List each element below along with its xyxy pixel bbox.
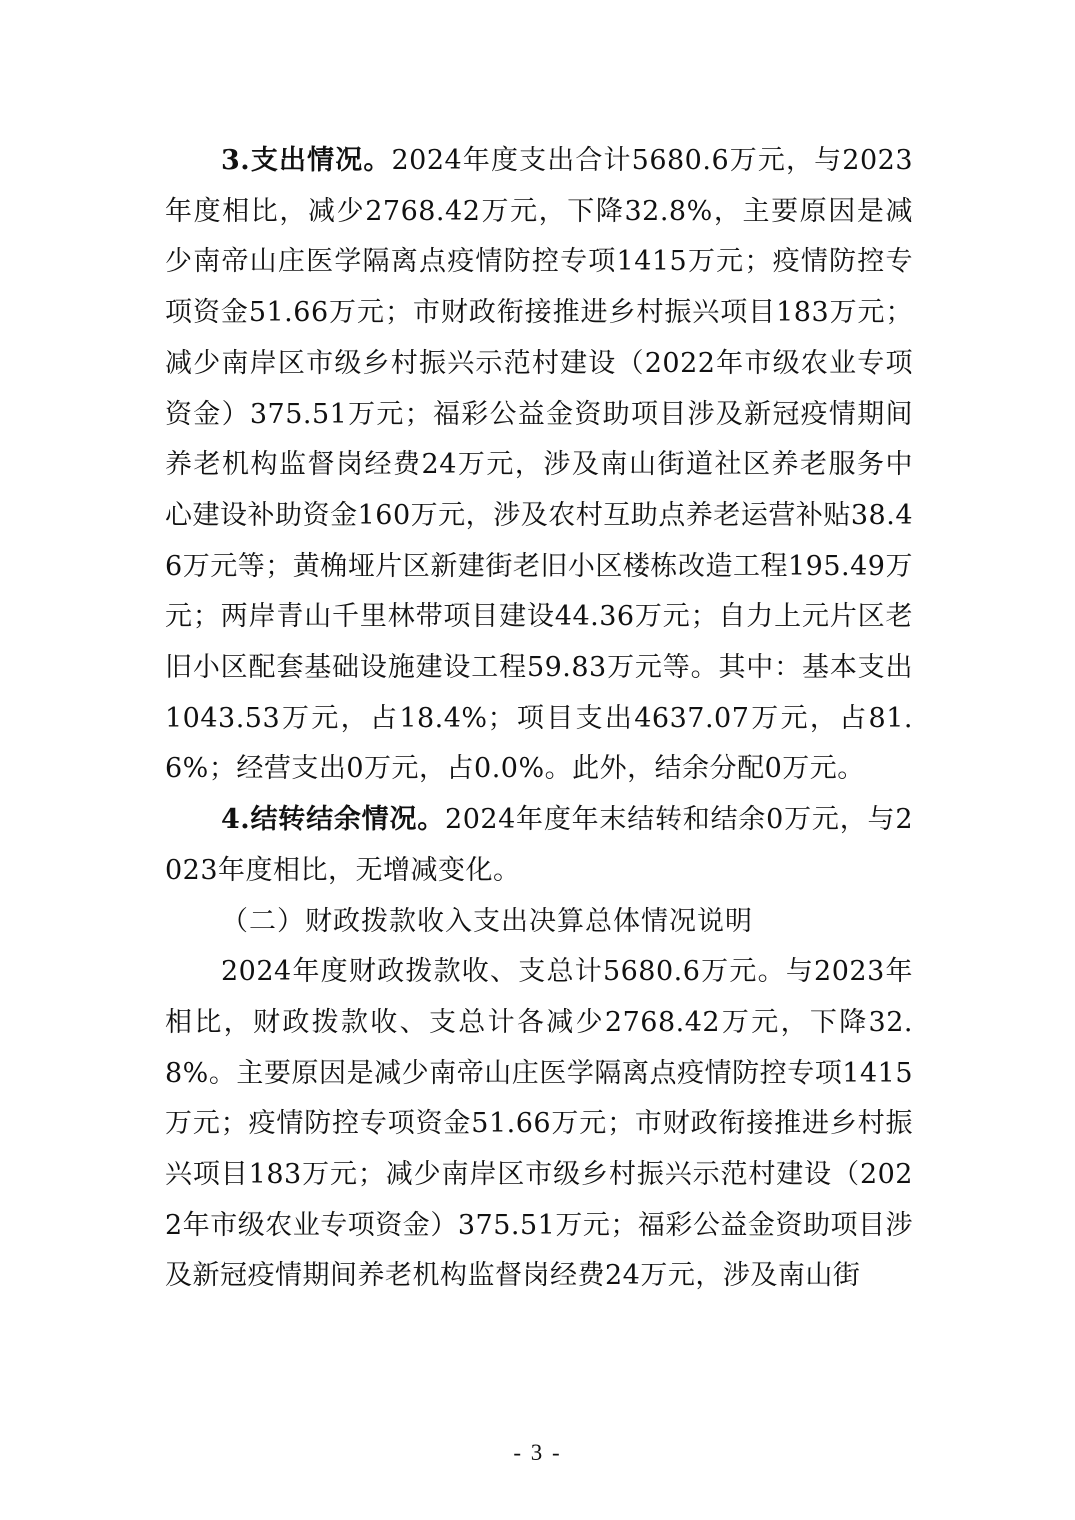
page-number: - 3 - <box>513 1440 562 1465</box>
carryover-body: 2024年度年末结转和结余0万元，与2023年度相比，无增减变化。 <box>165 804 913 886</box>
fiscal-section-heading: （二）财政拨款收入支出决算总体情况说明 <box>221 905 753 937</box>
expenditure-body: 2024年度支出合计5680.6万元，与2023年度相比，减少2768.42万元，下降32.8%，主要原因是减少南帝山庄医学隔离点疫情防控专项1415万元；疫情防控专项资金51.66万元；市财政衔接推进乡村振兴项目183万元；减少南岸区市级乡村振兴示范村建设（2022年市级农业专项资金）375.51万元；福彩公益金资助项目涉及新冠疫情期间养老机构监督岗经费24万元，涉及南山街道社区养老服务中心建设补助资金160万元，涉及农村互助点养老运营补贴38.46万元等；黄桷垭片区新建街老旧小区楼栋改造工程195.49万元；两岸青山千里林带项目建设44.36万元；自力上元片区老旧小区配套基础设施建设工程59.83万元等。其中：基本支出1043.53万元，占18.4%；项目支出4637.07万元，占81.6%；经营支出0万元，占0.0%。此外，结余分配0万元。 <box>165 145 914 785</box>
expenditure-lead: 3.支出情况。 <box>221 145 392 176</box>
document-page <box>165 136 913 1302</box>
carryover-paragraph <box>165 795 913 896</box>
carryover-lead: 4.结转结余情况。 <box>221 804 446 836</box>
fiscal-paragraph: 2024年度财政拨款收、支总计5680.6万元。与2023年相比，财政拨款收、支总计各减少2768.42万元，下降32.8%。主要原因是减少南帝山庄医学隔离点疫情防控专项1415万元；疫情防控专项资金51.66万元；市财政衔接推进乡村振兴项目183万元；减少南岸区市级乡村振兴示范村建设（2022年市级农业专项资金）375.51万元；福彩公益金资助项目涉及新冠疫情期间养老机构监督岗经费24万元，涉及南山街 <box>165 956 913 1292</box>
expenditure-paragraph <box>165 136 913 795</box>
